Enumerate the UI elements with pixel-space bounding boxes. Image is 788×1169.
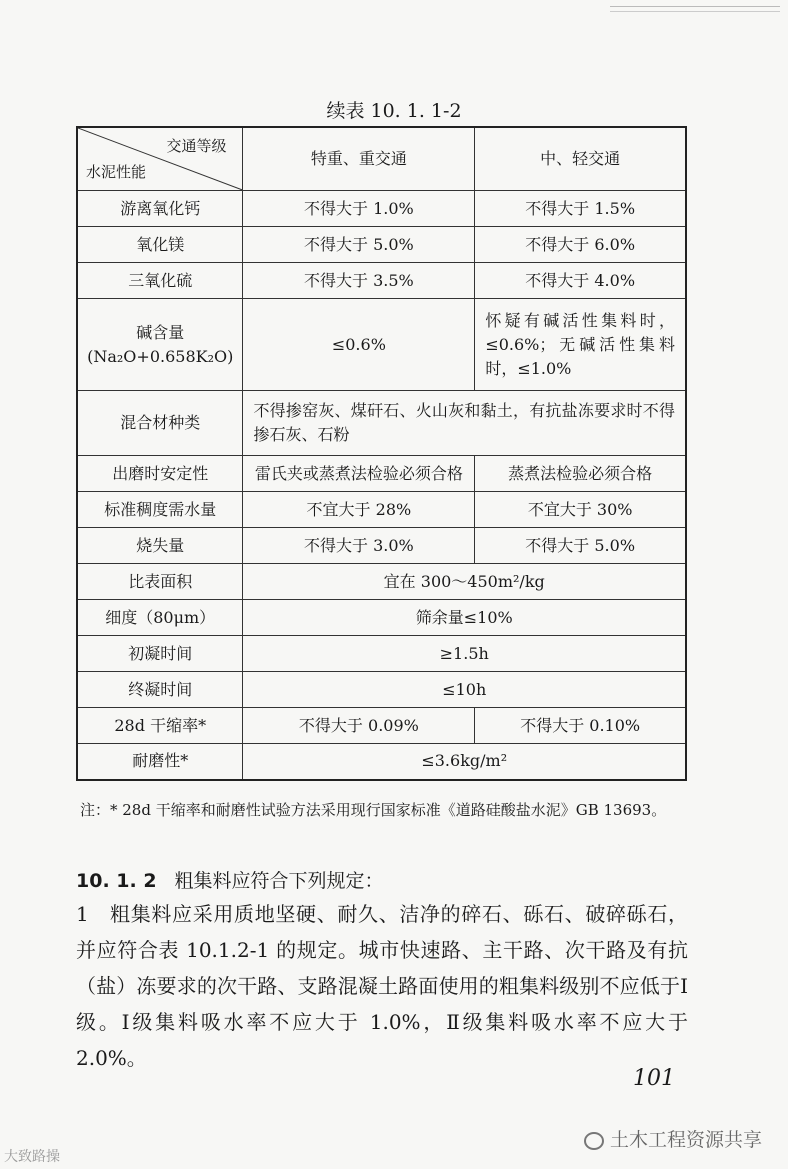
clause-title: 粗集料应符合下列规定： [174,870,384,892]
watermark-left: 大致路操 [4,1149,60,1165]
table-row [77,492,686,528]
row-label: 三氧化硫 [77,263,243,299]
row-value-heavy: ≤0.6% [243,299,475,391]
header-corner-cell [77,127,243,191]
row-label: 游离氧化钙 [77,191,243,227]
alkali-label: 碱含量 [136,322,185,342]
row-value-merged: 筛余量≤10% [243,600,686,636]
row-value-light: 不得大于 1.5% [475,191,686,227]
body-paragraph: 1 粗集料应采用质地坚硬、耐久、洁净的碎石、砾石、破碎砾石，并应符合表 10.1.2-1 的规定。城市快速路、主干路、次干路及有抗（盐）冻要求的次干路、支路混凝土路面使用的粗集料级别不应低于Ⅰ级。Ⅰ级集料吸水率不应大于 1.0%，Ⅱ级集料吸水率不应大于 2.0%。 [76,902,688,1070]
header-col-light: 中、轻交通 [475,127,686,191]
watermark-right [584,1125,762,1152]
row-label: 标准稠度需水量 [77,492,243,528]
row-label: 烧失量 [77,528,243,564]
row-value-heavy: 不宜大于 28% [243,492,475,528]
row-value-light: 不宜大于 30% [475,492,686,528]
table-row [77,191,686,227]
table-row [77,564,686,600]
table-row [77,672,686,708]
wechat-icon [584,1132,604,1150]
watermark-right-text: 土木工程资源共享 [610,1129,763,1151]
clause-heading [76,866,384,893]
row-label: 氧化镁 [77,227,243,263]
row-label: 初凝时间 [77,636,243,672]
row-value-heavy: 不得大于 5.0% [243,227,475,263]
table-row [77,456,686,492]
row-value-heavy: 不得大于 3.5% [243,263,475,299]
table-row [77,263,686,299]
table-row [77,528,686,564]
row-value-light: 怀疑有碱活性集料时，≤0.6%；无碱活性集料时，≤1.0% [475,299,686,391]
row-label: 比表面积 [77,564,243,600]
row-value-heavy: 不得大于 0.09% [243,708,475,744]
row-label: 28d 干缩率* [77,708,243,744]
row-value-light: 蒸煮法检验必须合格 [475,456,686,492]
table-row [77,708,686,744]
row-label: 出磨时安定性 [77,456,243,492]
row-label: 耐磨性* [77,744,243,780]
row-label: 混合材种类 [77,391,243,456]
row-label: 终凝时间 [77,672,243,708]
row-value-merged: ≤10h [243,672,686,708]
table-header-row [77,127,686,191]
row-value-heavy: 雷氏夹或蒸煮法检验必须合格 [243,456,475,492]
header-col-heavy: 特重、重交通 [243,127,475,191]
table-row [77,636,686,672]
table-caption: 续表 10. 1. 1-2 [326,100,462,122]
header-cement-property: 水泥性能 [86,163,147,181]
row-value-merged: 宜在 300～450m²/kg [243,564,686,600]
table-row [77,600,686,636]
row-value-light: 不得大于 5.0% [475,528,686,564]
alkali-formula: (Na₂O+0.658K₂O) [87,346,234,366]
cement-property-table [76,126,687,781]
row-value-merged: ≤3.6kg/m² [243,744,686,780]
clause-number: 10. 1. 2 [76,870,157,892]
row-value-light: 不得大于 6.0% [475,227,686,263]
page-number: 101 [633,1066,675,1091]
row-value-heavy: 不得大于 1.0% [243,191,475,227]
row-value-merged: ≥1.5h [243,636,686,672]
table-footnote: 注：* 28d 干缩率和耐磨性试验方法采用现行国家标准《道路硅酸盐水泥》GB 13693。 [80,801,667,819]
table-row-admixture [77,391,686,456]
table-row [77,744,686,780]
row-value-light: 不得大于 0.10% [475,708,686,744]
header-rule [610,6,780,12]
table-row [77,227,686,263]
table-row-alkali [77,299,686,391]
row-value-merged: 不得掺窑灰、煤矸石、火山灰和黏土，有抗盐冻要求时不得掺石灰、石粉 [243,391,686,456]
row-value-light: 不得大于 4.0% [475,263,686,299]
row-label: 细度（80μm） [77,600,243,636]
row-label [77,299,243,391]
row-value-heavy: 不得大于 3.0% [243,528,475,564]
header-traffic-grade: 交通等级 [166,137,227,155]
